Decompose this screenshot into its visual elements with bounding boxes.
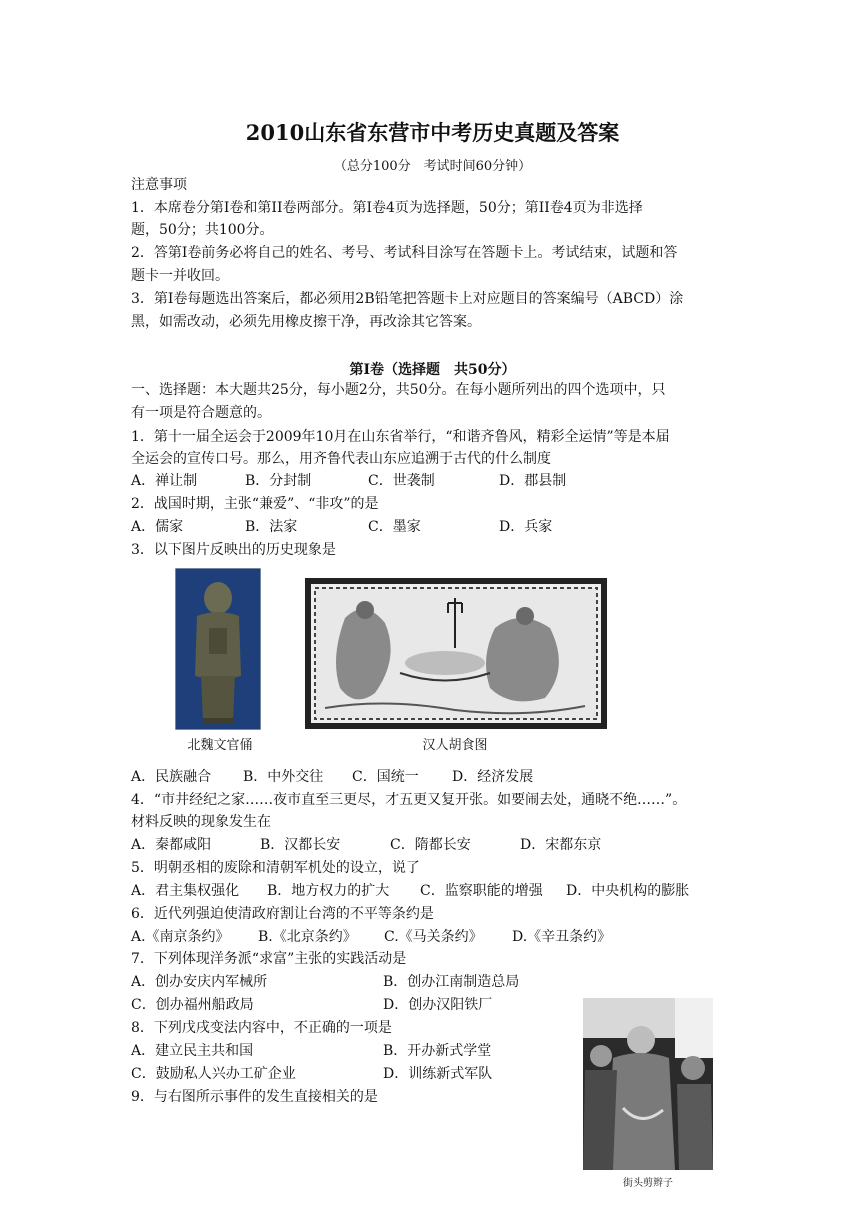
- q7-option-d: D．创办汉阳铁厂: [383, 997, 493, 1013]
- notice-line: 黑，如需改动，必须先用橡皮擦干净，再改涂其它答案。: [131, 314, 481, 330]
- q6-option-c: C.《马关条约》: [384, 929, 483, 945]
- page-subtitle: （总分100分 考试时间60分钟）: [333, 159, 532, 174]
- q7-option-c: C．创办福州船政局: [131, 997, 254, 1013]
- q9-stem: 9．与右图所示事件的发生直接相关的是: [131, 1089, 378, 1105]
- page-title: 2010山东省东营市中考历史真题及答案: [245, 120, 620, 145]
- q5-option-a: A．君主集权强化: [131, 883, 240, 899]
- q5-option-c: C．监察职能的增强: [420, 883, 543, 899]
- figurine-photo: [175, 568, 261, 730]
- hu-food-painting: [305, 578, 607, 729]
- q3-option-a: A．民族融合: [131, 769, 212, 785]
- notice-line: 2．答第Ⅰ卷前务必将自己的姓名、考号、考试科目涂写在答题卡上。考试结束，试题和答: [131, 245, 678, 261]
- q8-option-c: C．鼓励私人兴办工矿企业: [131, 1066, 296, 1082]
- q4-option-d: D．宋都东京: [520, 837, 602, 853]
- q6-option-d: D.《辛丑条约》: [512, 929, 612, 945]
- q4-option-c: C．隋都长安: [390, 837, 471, 853]
- queue-cutting-photo: [583, 998, 713, 1170]
- notice-heading: 注意事项: [131, 177, 187, 193]
- q5-stem: 5．明朝丞相的废除和清朝军机处的设立，说了: [131, 860, 420, 876]
- queue-cutting-caption: 街头剪辫子: [623, 1178, 673, 1189]
- notice-line: 1．本席卷分第Ⅰ卷和第II卷两部分。第Ⅰ卷4页为选择题，50分；第II卷4页为非选择: [131, 200, 643, 216]
- q8-option-b: B．开办新式学堂: [383, 1043, 492, 1059]
- q5-option-d: D．中央机构的膨胀: [566, 883, 690, 899]
- q4-option-a: A．秦都咸阳: [131, 837, 212, 853]
- figurine-caption: 北魏文官俑: [187, 738, 253, 753]
- q4-stem: 材料反映的现象发生在: [131, 814, 271, 830]
- q2-option-a: A．儒家: [131, 519, 184, 535]
- q1-option-d: D．郡县制: [499, 473, 567, 489]
- hu-food-caption: 汉人胡食图: [422, 738, 488, 753]
- intro-line: 有一项是符合题意的。: [131, 405, 271, 421]
- q1-option-b: B．分封制: [245, 473, 312, 489]
- q4-stem: 4．“市井经纪之家……夜市直至三更尽，才五更又复开张。如要闹去处，通晓不绝……”。: [131, 792, 687, 808]
- section-title: 第Ⅰ卷（选择题 共50分）: [349, 362, 516, 378]
- q6-stem: 6．近代列强迫使清政府割让台湾的不平等条约是: [131, 906, 434, 922]
- q6-option-b: B.《北京条约》: [258, 929, 357, 945]
- q8-option-a: A．建立民主共和国: [131, 1043, 254, 1059]
- q7-option-a: A．创办安庆内军械所: [131, 974, 268, 990]
- q2-option-d: D．兵家: [499, 519, 553, 535]
- notice-line: 题，50分；共100分。: [131, 222, 274, 238]
- q5-option-b: B．地方权力的扩大: [267, 883, 390, 899]
- q4-option-b: B．汉都长安: [260, 837, 341, 853]
- q1-option-c: C．世袭制: [368, 473, 435, 489]
- q3-stem: 3．以下图片反映出的历史现象是: [131, 542, 336, 558]
- q2-option-b: B．法家: [245, 519, 298, 535]
- notice-line: 3．第Ⅰ卷每题选出答案后，都必须用2B铅笔把答题卡上对应题目的答案编号（ABCD）涂: [131, 291, 684, 307]
- q1-stem: 全运会的宣传口号。那么，用齐鲁代表山东应追溯于古代的什么制度: [131, 451, 551, 467]
- q8-option-d: D．训练新式军队: [383, 1066, 493, 1082]
- notice-line: 题卡一并收回。: [131, 268, 229, 284]
- q2-option-c: C．墨家: [368, 519, 421, 535]
- q7-stem: 7．下列体现洋务派“求富”主张的实践活动是: [131, 951, 407, 967]
- q3-option-b: B．中外交往: [243, 769, 324, 785]
- intro-line: 一、选择题：本大题共25分，每小题2分，共50分。在每小题所列出的四个选项中，只: [131, 382, 666, 398]
- q2-stem: 2．战国时期，主张“兼爱”、“非攻”的是: [131, 496, 379, 512]
- q8-stem: 8．下列戊戌变法内容中，不正确的一项是: [131, 1020, 392, 1036]
- q7-option-b: B．创办江南制造总局: [383, 974, 520, 990]
- q3-option-c: C．国统一: [352, 769, 419, 785]
- q1-option-a: A．禅让制: [131, 473, 198, 489]
- q3-option-d: D．经济发展: [452, 769, 534, 785]
- q6-option-a: A.《南京条约》: [131, 929, 230, 945]
- q1-stem: 1．第十一届全运会于2009年10月在山东省举行，“和谐齐鲁风，精彩全运情”等是本届: [131, 429, 670, 445]
